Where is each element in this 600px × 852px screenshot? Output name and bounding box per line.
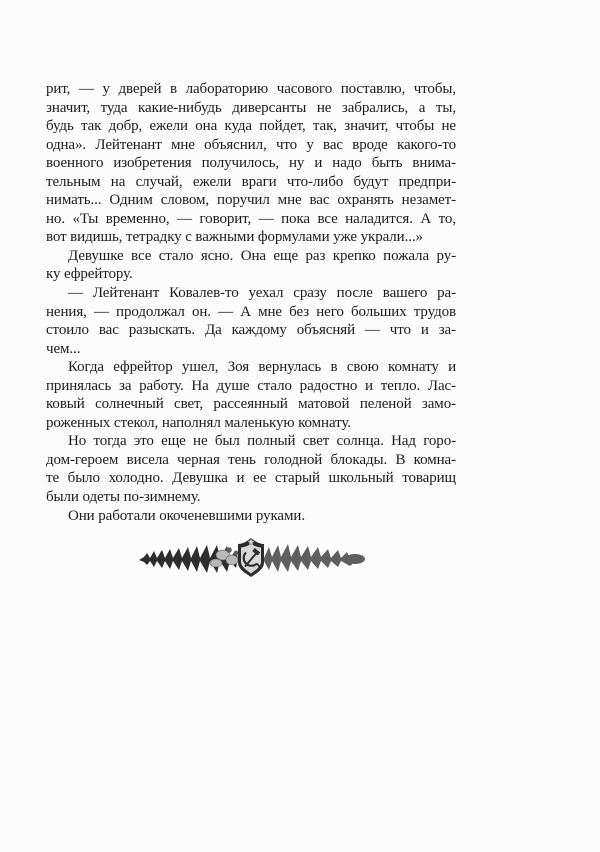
chapter-end-ornament [137,536,367,582]
text-line: военного изобретения получилось, ну и надо быть внима- [46,155,456,172]
text-line: нения, — продолжал он. — А мне без него больших трудов [46,303,456,320]
text-line: нимать... Одним словом, поручил мне вас охранять незамет- [46,192,456,209]
text-line: те было холодно. Девушка и ее старый школьный товарищ [46,470,456,487]
text-line: Они работали окоченевшими руками. [68,507,305,524]
text-line: ковый солнечный свет, рассеянный матовой пеленой замо- [46,396,456,413]
fir-garland-right-icon [264,544,365,572]
chapter-end-vignette-icon [137,536,367,582]
text-line: были одеты по-зимнему. [46,489,201,506]
text-line: значит, туда какие-нибудь диверсанты не забрались, а ты, [46,99,456,116]
text-line: Девушке все стало ясно. Она еще раз крепко пожала ру- [68,247,456,264]
text-line: роженных стекол, наполнял маленькую комнату. [46,414,351,431]
text-line: — Лейтенант Ковалев-то уехал сразу после вашего ра- [68,285,456,302]
text-line: Но тогда это еще не был полный свет солнца. Над горо- [68,433,456,450]
text-line: тельным на случай, ежели враги что-либо будут предпри- [46,173,456,190]
text-line: ку ефрейтору. [46,266,133,283]
text-line: рит, — у дверей в лабораторию часового поставлю, чтобы, [46,81,456,97]
text-line: дом-героем висела черная тень голодной блокады. В комна- [46,451,456,468]
text-line: чем... [46,340,81,357]
text-line: стоило вас разыскать. Да каждому объясняй — что и за- [46,322,456,339]
text-line: Когда ефрейтор ушел, Зоя вернулась в свою комнату и [68,359,456,376]
soviet-shield-icon [238,538,264,577]
text-line: принялась за работу. На душе стало радостно и тепло. Лас- [46,377,456,394]
text-line: но. «Ты временно, — говорит, — пока все наладится. А то, [46,210,456,227]
text-line: будь так добр, ежели она куда пойдет, так, значит, чтобы не [46,118,456,135]
text-line: одна». Лейтенант мне объяснил, что у вас вроде какого-то [46,136,456,153]
text-column [46,80,456,525]
text-line: вот видишь, тетрадку с важными формулами уже украли...» [46,229,423,246]
